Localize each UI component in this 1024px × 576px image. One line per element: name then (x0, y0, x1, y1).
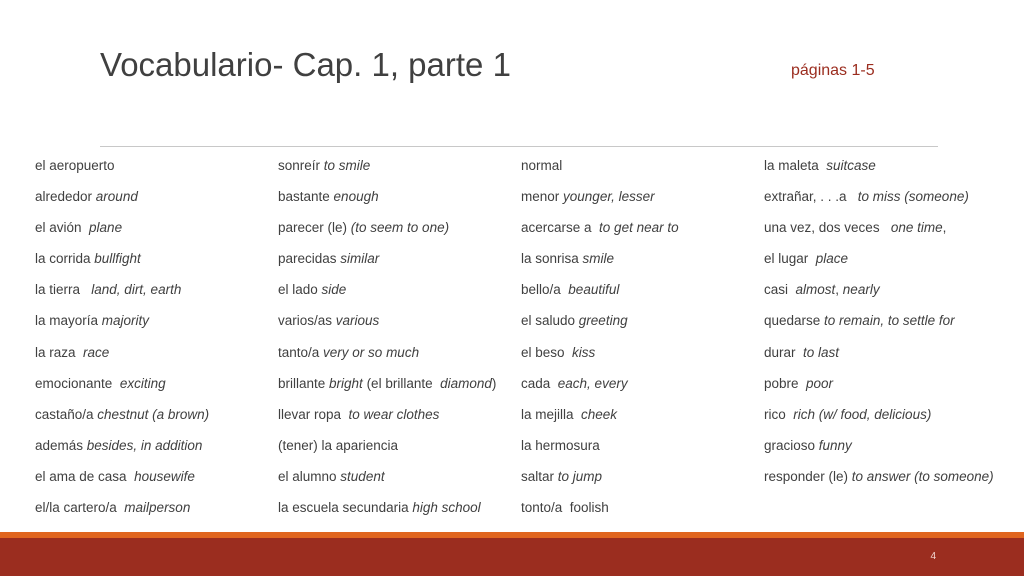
vocab-item (35, 437, 275, 468)
vocab-translation: nearly (842, 282, 880, 298)
vocab-item (521, 312, 761, 343)
vocab-item (35, 250, 275, 281)
vocab-translation: to answer (to someone) (851, 468, 994, 484)
vocab-term: llevar ropa (278, 406, 349, 422)
vocab-term: sonreír (278, 158, 324, 173)
vocab-item (521, 250, 761, 281)
vocab-translation: beautiful (568, 282, 620, 298)
vocab-item (35, 188, 275, 219)
vocab-translation: place (815, 251, 849, 267)
vocab-item (35, 312, 275, 343)
vocab-translation: almost (795, 282, 836, 298)
vocab-term: gracioso (764, 437, 819, 453)
vocab-translation: to last (803, 344, 840, 360)
vocab-term: tonto/a foolish (521, 500, 609, 516)
vocab-translation: housewife (134, 468, 195, 484)
vocab-term: la maleta (764, 158, 827, 173)
vocab-item (764, 219, 1004, 250)
vocab-term: casi (764, 282, 796, 298)
vocab-item (521, 219, 761, 250)
vocab-item (35, 157, 275, 188)
vocab-term: el saludo (521, 313, 579, 329)
vocab-translation: majority (101, 313, 150, 329)
vocab-translation: bullfight (94, 251, 141, 267)
page-range: páginas 1-5 (791, 62, 875, 79)
vocab-term: (tener) la apariencia (278, 437, 399, 453)
vocab-item (278, 312, 518, 343)
vocab-item (35, 219, 275, 250)
vocab-translation: around (95, 189, 138, 205)
vocab-item (521, 188, 761, 219)
vocab-term: rico (764, 406, 794, 422)
vocab-term: la corrida (35, 251, 95, 267)
vocab-translation: side (321, 282, 347, 298)
vocab-term: alrededor (35, 189, 96, 205)
vocab-translation: enough (333, 189, 379, 205)
vocab-term: varios/as (278, 313, 336, 329)
vocab-item (764, 281, 1004, 312)
vocab-term: la mayoría (35, 313, 102, 329)
vocab-term: (el brillante (362, 375, 441, 391)
vocab-translation: to smile (323, 158, 371, 173)
vocab-term: tanto/a (278, 344, 324, 360)
vocab-item (521, 406, 761, 437)
vocab-term: el lugar (764, 251, 816, 267)
vocab-translation: poor (806, 375, 834, 391)
vocab-item (278, 468, 518, 499)
vocab-term: bastante (278, 189, 334, 205)
vocab-term: el beso (521, 344, 573, 360)
vocab-term: el/la cartero/a (35, 500, 125, 516)
vocab-translation: land, dirt, earth (91, 282, 182, 298)
vocab-term: parecidas (278, 251, 341, 267)
vocab-translation: kiss (572, 344, 596, 360)
vocab-translation: exciting (119, 375, 166, 391)
vocab-term: además (35, 437, 87, 453)
vocab-item (35, 344, 275, 375)
vocab-translation: one time (890, 220, 943, 236)
title-divider (100, 146, 938, 147)
vocab-item (764, 468, 1004, 499)
vocab-translation: race (83, 344, 110, 360)
vocab-item (278, 499, 518, 530)
vocab-item (35, 406, 275, 437)
vocab-item (278, 406, 518, 437)
vocab-term: el aeropuerto (35, 158, 115, 173)
vocab-item (278, 375, 518, 406)
vocab-term: la escuela secundaria (278, 500, 413, 516)
vocab-term: acercarse a (521, 220, 600, 236)
vocab-translation: diamond (440, 375, 492, 391)
vocab-item (278, 344, 518, 375)
vocab-item (521, 344, 761, 375)
vocab-item (35, 281, 275, 312)
vocab-term: , (942, 220, 947, 236)
vocab-term: la sonrisa (521, 251, 583, 267)
vocab-item (278, 157, 518, 188)
vocab-term: el lado (278, 282, 322, 298)
vocab-term: el avión (35, 220, 90, 236)
vocab-translation: chestnut (a brown) (97, 406, 210, 422)
vocab-item (764, 344, 1004, 375)
vocab-item (521, 281, 761, 312)
vocab-item (764, 406, 1004, 437)
vocab-term: normal (521, 158, 563, 173)
vocab-item (35, 499, 275, 530)
vocab-translation: similar (340, 251, 380, 267)
vocab-term: ) (491, 375, 497, 391)
vocab-item (521, 375, 761, 406)
vocab-translation: to wear clothes (348, 406, 440, 422)
vocab-translation: high school (412, 500, 481, 516)
vocab-item (521, 499, 761, 530)
slide-number: 4 (930, 551, 936, 562)
vocab-item (278, 250, 518, 281)
vocab-item (278, 437, 518, 468)
vocab-item (521, 157, 761, 188)
vocab-item (521, 437, 761, 468)
vocab-translation: various (335, 313, 380, 329)
footer-band (0, 538, 1024, 576)
vocab-term: durar (764, 344, 804, 360)
vocab-item (764, 250, 1004, 281)
vocab-translation: rich (w/ food, delicious) (793, 406, 932, 422)
vocab-translation: to remain, to settle for (824, 313, 955, 329)
vocab-item (764, 312, 1004, 343)
vocab-translation: mailperson (124, 500, 191, 516)
vocab-translation: smile (582, 251, 615, 267)
vocab-translation: plane (89, 220, 123, 236)
vocab-translation: to jump (557, 468, 603, 484)
vocab-translation: student (340, 468, 385, 484)
vocab-translation: younger, lesser (563, 189, 655, 205)
vocab-translation: suitcase (826, 158, 876, 173)
vocab-term: parecer (le) (278, 220, 351, 236)
vocab-column-3 (521, 157, 761, 530)
vocab-term: brillante (278, 375, 330, 391)
vocab-term: la raza (35, 344, 84, 360)
vocab-translation: each, every (557, 375, 628, 391)
vocab-item (764, 375, 1004, 406)
vocab-term: castaño/a (35, 406, 98, 422)
vocab-term: saltar (521, 468, 558, 484)
vocab-translation: very or so much (323, 344, 420, 360)
vocab-term: el ama de casa (35, 468, 135, 484)
vocab-item (764, 157, 1004, 188)
vocab-column-4 (764, 157, 1004, 499)
vocab-item (278, 219, 518, 250)
vocab-term: la tierra (35, 282, 92, 298)
vocab-term: la mejilla (521, 406, 582, 422)
vocab-item (521, 468, 761, 499)
vocab-term: una vez, dos veces (764, 220, 891, 236)
vocab-column-2 (278, 157, 518, 530)
vocab-term: la hermosura (521, 437, 600, 453)
vocab-term: quedarse (764, 313, 825, 329)
vocab-translation: (to seem to one) (350, 220, 450, 236)
vocab-item (278, 188, 518, 219)
vocab-term: extrañar, . . .a (764, 189, 858, 205)
vocab-translation: cheek (581, 406, 618, 422)
vocab-term: , (835, 282, 843, 298)
vocab-translation: to miss (someone) (857, 189, 969, 205)
vocab-term: pobre (764, 375, 807, 391)
vocab-translation: besides, in addition (86, 437, 203, 453)
vocab-translation: bright (329, 375, 363, 391)
vocab-translation: to get near to (599, 220, 679, 236)
slide-title: Vocabulario- Cap. 1, parte 1 (100, 46, 511, 83)
vocab-term: responder (le) (764, 468, 852, 484)
vocab-item (278, 281, 518, 312)
vocab-term: bello/a (521, 282, 569, 298)
vocab-item (35, 375, 275, 406)
vocab-term: el alumno (278, 468, 341, 484)
vocab-term: menor (521, 189, 564, 205)
vocab-term: cada (521, 375, 558, 391)
vocab-translation: funny (818, 437, 852, 453)
vocab-item (764, 437, 1004, 468)
vocab-column-1 (35, 157, 275, 530)
vocab-term: emocionante (35, 375, 120, 391)
vocab-item (35, 468, 275, 499)
vocab-translation: greeting (578, 313, 628, 329)
vocab-item (764, 188, 1004, 219)
